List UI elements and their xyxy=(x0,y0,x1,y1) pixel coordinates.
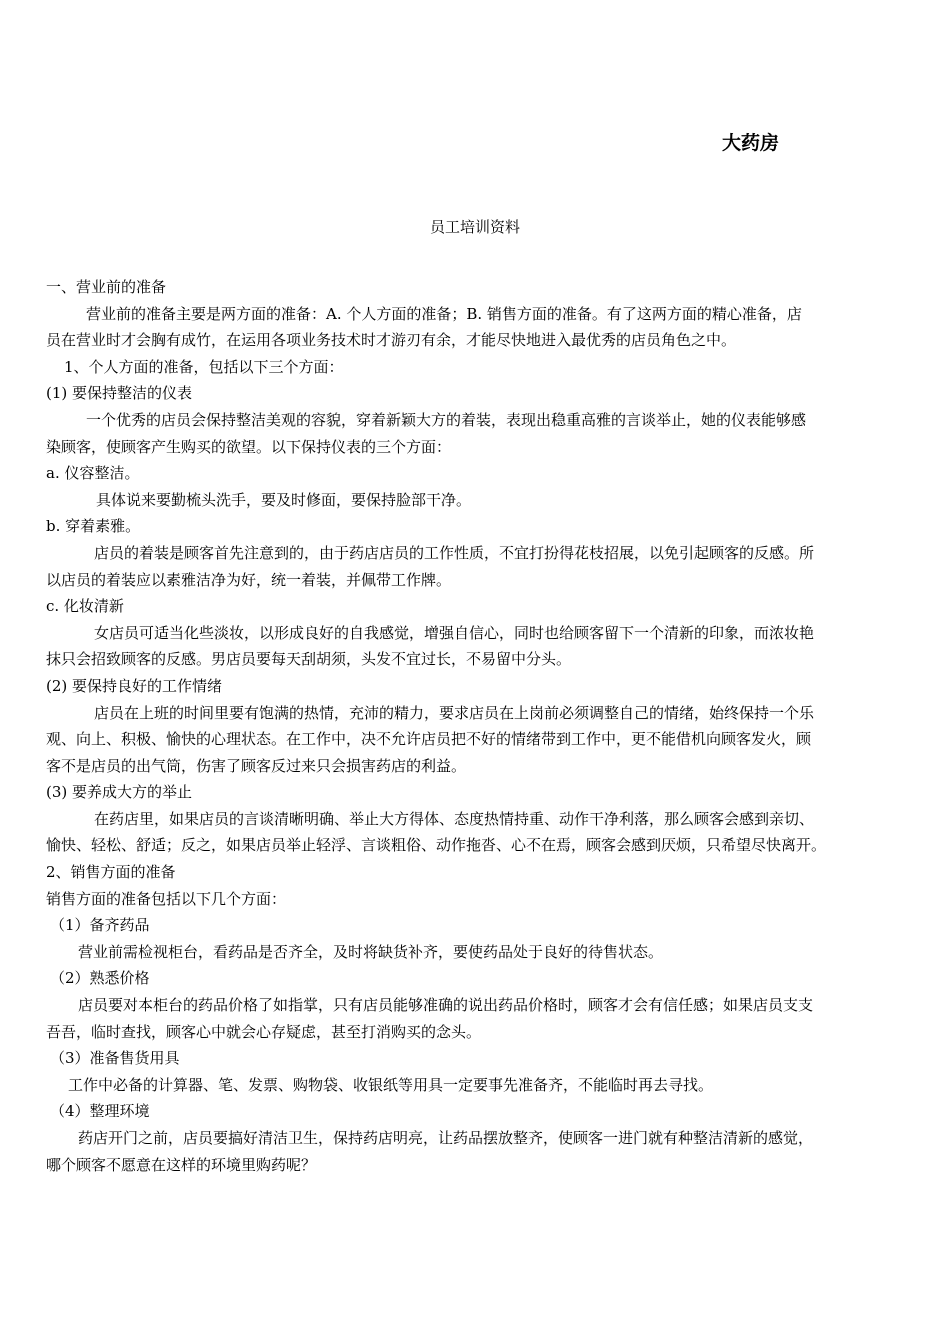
header-title: 大药房 xyxy=(722,132,780,154)
text-line: 具体说来要勤梳头洗手，要及时修面，要保持脸部干净。 xyxy=(96,490,472,509)
text-line: 客不是店员的出气筒，伤害了顾客反过来只会损害药店的利益。 xyxy=(46,756,467,775)
text-line: 2、销售方面的准备 xyxy=(46,863,176,882)
text-line: 吾吾，临时查找，顾客心中就会心存疑虑，甚至打消购买的念头。 xyxy=(46,1022,482,1041)
text-line: （2）熟悉价格 xyxy=(50,969,150,988)
text-line: （1）备齐药品 xyxy=(50,916,150,935)
text-line: (2) 要保持良好的工作情绪 xyxy=(46,676,223,695)
text-line: 在药店里，如果店员的言谈清晰明确、举止大方得体、态度热情持重、动作干净利落，那么顾客会感到亲切、 xyxy=(94,809,815,828)
text-line: 愉快、轻松、舒适；反之，如果店员举止轻浮、言谈粗俗、动作拖沓、心不在焉，顾客会感到厌烦，只希望尽快离开。 xyxy=(46,836,827,855)
text-line: 女店员可适当化些淡妆，以形成良好的自我感觉，增强自信心，同时也给顾客留下一个清新的印象，而浓妆艳 xyxy=(94,623,815,642)
text-line: 店员的着装是顾客首先注意到的，由于药店店员的工作性质，不宜打扮得花枝招展，以免引起顾客的反感。所 xyxy=(94,543,815,562)
text-line: a. 仪容整洁。 xyxy=(46,464,140,483)
text-line: 营业前的准备主要是两方面的准备：A. 个人方面的准备；B. 销售方面的准备。有了这两方面的精心准备，店 xyxy=(86,304,802,323)
text-line: 员在营业时才会胸有成竹，在运用各项业务技术时才游刃有余，才能尽快地进入最优秀的店员角色之中。 xyxy=(46,331,737,350)
text-line: （3）准备售货用具 xyxy=(50,1049,180,1068)
text-line: c. 化妆清新 xyxy=(46,597,124,616)
text-line: （4）整理环境 xyxy=(50,1102,150,1121)
document-body xyxy=(46,274,912,1178)
text-line: (1) 要保持整洁的仪表 xyxy=(46,384,193,403)
text-line: 工作中必备的计算器、笔、发票、购物袋、收银纸等用具一定要事先准备齐，不能临时再去寻找。 xyxy=(68,1075,714,1094)
text-line: 销售方面的准备包括以下几个方面： xyxy=(46,889,287,908)
text-line: (3) 要养成大方的举止 xyxy=(46,783,193,802)
text-line: 哪个顾客不愿意在这样的环境里购药呢？ xyxy=(46,1155,317,1174)
text-line: 抹只会招致顾客的反感。男店员要每天刮胡须，头发不宜过长，不易留中分头。 xyxy=(46,650,572,669)
text-line: 以店员的着装应以素雅洁净为好，统一着装，并佩带工作牌。 xyxy=(46,570,452,589)
text-line: 一、营业前的准备 xyxy=(46,278,167,296)
text-line: 观、向上、积极、愉快的心理状态。在工作中，决不允许店员把不好的情绪带到工作中，更不能借机向顾客发火，顾 xyxy=(46,730,812,749)
text-line: 店员要对本柜台的药品价格了如指掌，只有店员能够准确的说出药品价格时，顾客才会有信任感；如果店员支支 xyxy=(78,996,814,1015)
text-line: 店员在上班的时间里要有饱满的热情，充沛的精力，要求店员在上岗前必须调整自己的情绪，始终保持一个乐 xyxy=(94,703,815,722)
text-line: 染顾客，使顾客产生购买的欲望。以下保持仪表的三个方面： xyxy=(46,437,452,456)
text-line: 1、个人方面的准备，包括以下三个方面： xyxy=(64,357,344,376)
text-line: b. 穿着素雅。 xyxy=(46,517,141,536)
document-title: 员工培训资料 xyxy=(429,218,520,236)
text-line: 一个优秀的店员会保持整洁美观的容貌，穿着新颖大方的着装，表现出稳重高雅的言谈举止，她的仪表能够感 xyxy=(86,410,807,429)
text-line: 营业前需检视柜台，看药品是否齐全，及时将缺货补齐，要使药品处于良好的待售状态。 xyxy=(78,942,664,961)
text-line: 药店开门之前，店员要搞好清洁卫生，保持药店明亮，让药品摆放整齐，使顾客一进门就有种整洁清新的感觉， xyxy=(78,1129,814,1147)
